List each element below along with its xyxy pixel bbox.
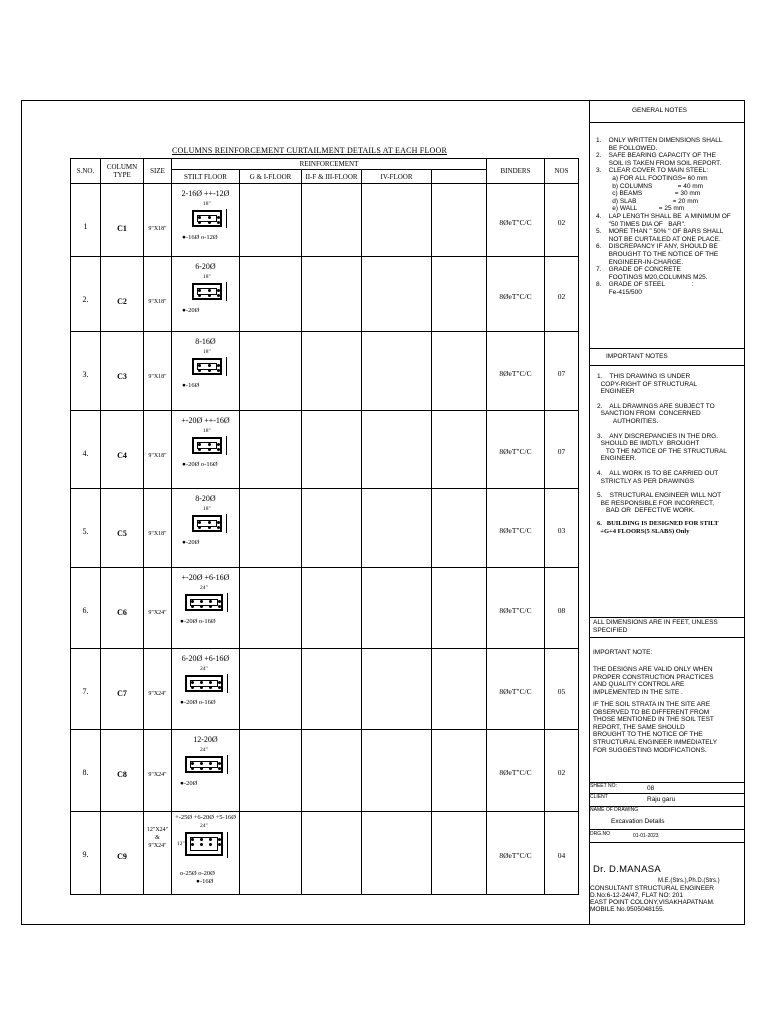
extra-cell [432, 812, 487, 895]
binder-spec: 8ØeT"C/C [499, 606, 532, 615]
g-i-floor-cell [240, 649, 302, 730]
g-i-floor-cell [240, 257, 302, 332]
date-value: 01-01-2023 [633, 833, 659, 839]
rebar-dot [218, 838, 221, 841]
column-section [192, 283, 222, 300]
rebar-dot [198, 289, 201, 292]
column-count: 02 [557, 218, 566, 227]
main-reinforcement: 12-20Ø [193, 735, 218, 744]
bar-legend: ●-16Ø [182, 382, 200, 389]
extra-cell [432, 257, 487, 332]
rebar-dot [217, 443, 220, 446]
rebar-dot [208, 369, 211, 372]
ii-iii-floor-cell [302, 411, 362, 489]
main-reinforcement: +-20Ø +6-16Ø [181, 573, 230, 582]
column-section [185, 594, 223, 611]
binder-spec: 8ØeT"C/C [499, 292, 532, 301]
rebar-dot [209, 838, 212, 841]
dimensions-note: ALL DIMENSIONS ARE IN FEET, UNLESS SPECIFIED [593, 619, 718, 634]
rebar-dot [209, 686, 212, 689]
header-stilt-floor: STILT FLOOR [172, 170, 240, 184]
extra-cell [432, 649, 487, 730]
rebar-dot [208, 443, 211, 446]
header-reinforcement: REINFORCEMENT [172, 159, 487, 170]
stilt-floor-cell [172, 184, 240, 257]
section-width: 18" [203, 506, 211, 512]
extra-cell [432, 411, 487, 489]
rebar-dot [198, 443, 201, 446]
stilt-floor-cell [172, 730, 240, 812]
column-section [192, 437, 222, 454]
drawing-label: NAME OF DRAWING [590, 807, 639, 813]
rebar-dot [218, 681, 221, 684]
iv-floor-cell [362, 257, 432, 332]
date-label: DRG.NO [590, 831, 610, 837]
section-width: 18" [203, 428, 211, 434]
column-section [192, 210, 222, 227]
rebar-dot [208, 364, 211, 367]
rebar-dot [191, 686, 194, 689]
section-width: 18" [203, 349, 211, 355]
row-sno: 1 [83, 222, 88, 231]
iv-floor-cell [362, 184, 432, 257]
rebar-dot [209, 605, 212, 608]
column-type: C2 [117, 297, 127, 306]
column-count: 02 [557, 768, 566, 777]
rebar-dot [218, 843, 221, 846]
rebar-dot [198, 364, 201, 367]
binder-spec: 8ØeT"C/C [499, 447, 532, 456]
column-type: C8 [117, 770, 127, 779]
rebar-dot [191, 600, 194, 603]
rebar-dot [191, 843, 194, 846]
header-iv-floor: IV-FLOOR [362, 170, 432, 184]
important-notes-title: IMPORTANT NOTES [606, 353, 668, 360]
column-type: C4 [117, 451, 127, 460]
rebar-dot [208, 294, 211, 297]
binder-spec: 8ØeT"C/C [499, 526, 532, 535]
rebar-dot [198, 216, 201, 219]
note-item: 5. MORE THAN " 50% " OF BARS SHALL NOT BE CURTAILED AT ONE PLACE. [596, 228, 724, 243]
column-type: C3 [117, 372, 127, 381]
note-item: 6. DISCREPANCY IF ANY, SHOULD BE BROUGHT TO THE NOTICE OF THE ENGINEER-IN-CHARGE. [596, 243, 719, 266]
bar-legend: ●-20Ø [182, 539, 200, 546]
rebar-dot [218, 600, 221, 603]
rebar-dot [217, 369, 220, 372]
general-notes-list [596, 137, 731, 296]
note-item: 5. STRUCTURAL ENGINEER WILL NOT BE RESPONSIBLE FOR INCORRECT, BAD OR DEFECTIVE WORK. [597, 492, 722, 515]
iv-floor-cell [362, 730, 432, 812]
rebar-dot [209, 767, 212, 770]
sheet-label: SHEET NO: [590, 783, 617, 789]
rebar-dot [208, 216, 211, 219]
rebar-dot [208, 289, 211, 292]
note-item: 7. GRADE OF CONCRETE FOOTINGS M20,COLUMNS M25. [596, 266, 708, 281]
rebar-dot [200, 605, 203, 608]
ii-iii-floor-cell [302, 568, 362, 649]
extra-cell [432, 332, 487, 411]
rebar-dot [200, 600, 203, 603]
rebar-dot [198, 369, 201, 372]
rebar-dot [191, 838, 194, 841]
sheet-value: 08 [647, 785, 655, 792]
row-sno: 6. [82, 606, 89, 615]
rebar-dot [217, 221, 220, 224]
rebar-dot [209, 762, 212, 765]
header-g-i-floor: G & I-FLOOR [240, 170, 302, 184]
rebar-dot [198, 221, 201, 224]
row-sno: 9. [82, 850, 89, 859]
iv-floor-cell [362, 568, 432, 649]
important-note-6: 6. BUILDING IS DESIGNED FOR STILT +G+4 FLOORS(5 SLABS) Only [597, 520, 719, 535]
table-row [71, 411, 579, 489]
ii-iii-floor-cell [302, 730, 362, 812]
bar-legend-2: ●-16Ø [196, 878, 214, 885]
stilt-floor-cell [172, 257, 240, 332]
extra-cell [432, 568, 487, 649]
column-count: 04 [557, 851, 566, 860]
extra-cell [432, 730, 487, 812]
column-size: 9"X18" [148, 299, 167, 305]
row-sno: 4. [82, 449, 89, 458]
engineer-line3: EAST POINT COLONY,VISAKHAPATNAM. [590, 899, 715, 906]
header-binders: BINDERS [487, 159, 545, 184]
note-item: 4. LAP LENGTH SHALL BE A MINIMUM OF "50 TIMES DIA OF BAR". [596, 212, 731, 228]
important-notes-list [597, 373, 727, 522]
main-reinforcement: +-25Ø +6-20Ø +5-16Ø [175, 814, 236, 821]
size-line: 12"X24" [146, 827, 169, 833]
bar-legend: ●-20Ø [180, 780, 198, 787]
rebar-dot [217, 521, 220, 524]
drawing-value: Excavation Details [611, 818, 665, 825]
table-row [71, 568, 579, 649]
page-title: COLUMNS REINFORCEMENT CURTAILMENT DETAILS AT EACH FLOOR [172, 146, 448, 155]
rebar-dot [218, 686, 221, 689]
bar-legend: ●-20Ø o-16Ø [182, 461, 218, 468]
table-row [71, 257, 579, 332]
important-note-para2: IF THE SOIL STRATA IN THE SITE ARE OBSERVED TO BE DIFFERENT FROM THOSE MENTIONED IN THE SOIL TEST REPORT, THE SAME SHOULD BROUGHT TO THE NOTICE OF THE STRUCTURAL ENGINEER IMMEDIATELY FOR SUGGESTING MODIFICATIONS. [593, 701, 718, 754]
ii-iii-floor-cell [302, 332, 362, 411]
header-size: SIZE [144, 159, 172, 184]
main-reinforcement: 2-16Ø ++-12Ø [181, 189, 230, 198]
general-notes-title: GENERAL NOTES [632, 107, 688, 114]
table-row [71, 184, 579, 257]
extra-cell [432, 184, 487, 257]
section-width: 24" [200, 747, 208, 753]
section-width: 18" [203, 201, 211, 207]
ii-iii-floor-cell [302, 257, 362, 332]
stilt-floor-cell [172, 489, 240, 568]
bar-legend: o-25Ø o-20Ø [180, 870, 215, 877]
g-i-floor-cell [240, 568, 302, 649]
column-size: 9"X24" [148, 691, 167, 697]
client-value: Raju garu [647, 796, 676, 803]
table-row [71, 730, 579, 812]
bar-legend: ●-20Ø [182, 307, 200, 314]
iv-floor-cell [362, 411, 432, 489]
g-i-floor-cell [240, 730, 302, 812]
ii-iii-floor-cell [302, 649, 362, 730]
note-item: 2. ALL DRAWINGS ARE SUBJECT TO SANCTION FROM CONCERNED AUTHORITIES. [597, 402, 715, 425]
ii-iii-floor-cell [302, 184, 362, 257]
section-width: 24" [200, 666, 208, 672]
rebar-dot [191, 681, 194, 684]
column-section [185, 675, 223, 692]
size-line: & [155, 835, 160, 841]
stilt-floor-cell [172, 332, 240, 411]
iv-floor-cell [362, 489, 432, 568]
rebar-dot [191, 605, 194, 608]
rebar-dot [217, 526, 220, 529]
rebar-dot [217, 289, 220, 292]
column-type: C7 [117, 689, 127, 698]
rebar-dot [208, 448, 211, 451]
rebar-dot [218, 767, 221, 770]
main-reinforcement: +-20Ø ++-16Ø [181, 416, 230, 425]
column-schedule-table [70, 158, 579, 895]
g-i-floor-cell [240, 332, 302, 411]
header-sno: S.NO. [71, 159, 101, 184]
column-count: 02 [557, 292, 566, 301]
schedule-rows [71, 184, 579, 895]
rebar-dot [217, 448, 220, 451]
header-column-type: COLUMN TYPE [101, 159, 144, 184]
column-type: C6 [117, 608, 127, 617]
engineer-line2: D.No:6-12-24/47, FLAT NO: 201 [590, 892, 683, 899]
g-i-floor-cell [240, 184, 302, 257]
column-section [185, 756, 223, 773]
important-note-para1: THE DESIGNS ARE VALID ONLY WHEN PROPER CONSTRUCTION PRACTICES AND QUALITY CONTROL ARE IMPLEMENTED IN THE SITE . [593, 666, 714, 696]
rebar-dot [200, 762, 203, 765]
rebar-dot [200, 843, 203, 846]
stilt-floor-cell [172, 812, 240, 895]
rebar-dot [208, 221, 211, 224]
column-size: 9"X18" [148, 374, 167, 380]
client-label: CLIENT [590, 794, 608, 800]
column-type: C9 [117, 852, 127, 861]
engineer-qualifications: M.E.(Strs.),Ph.D.(Strs.) [658, 878, 720, 884]
column-size: 9"X24" [148, 772, 167, 778]
rebar-dot [218, 605, 221, 608]
column-size: 9"X18" [148, 531, 167, 537]
section-width: 24" [200, 823, 208, 829]
g-i-floor-cell [240, 812, 302, 895]
rebar-dot [209, 843, 212, 846]
rebar-dot [191, 767, 194, 770]
rebar-dot [217, 294, 220, 297]
column-section [185, 832, 223, 856]
note-item: 3. CLEAR COVER TO MAIN STEEL: a) FOR ALL FOOTINGS= 60 mm b) COLUMNS = 40 mm c) BEAMS = 30 mm d) SLAB = 20 mm e) WALL = 25 mm [596, 167, 709, 213]
column-type: C1 [117, 224, 127, 233]
rebar-dot [217, 364, 220, 367]
rebar-dot [200, 838, 203, 841]
section-width: 18" [203, 274, 211, 280]
rebar-dot [198, 521, 201, 524]
table-row [71, 489, 579, 568]
size-line: 9"X24" [148, 843, 167, 849]
rebar-dot [200, 686, 203, 689]
binder-spec: 8ØeT"C/C [499, 687, 532, 696]
row-sno: 2. [82, 295, 89, 304]
note-item: 1. THIS DRAWING IS UNDER COPY-RIGHT OF STRUCTURAL ENGINEER [597, 373, 698, 396]
rebar-dot [200, 767, 203, 770]
bar-legend: ●-20Ø o-16Ø [180, 618, 216, 625]
ii-iii-floor-cell [302, 489, 362, 568]
rebar-dot [208, 521, 211, 524]
ii-iii-floor-cell [302, 812, 362, 895]
binder-spec: 8ØeT"C/C [499, 218, 532, 227]
row-sno: 7. [82, 687, 89, 696]
column-count: 07 [557, 369, 566, 378]
column-section [192, 358, 222, 375]
rebar-dot [198, 448, 201, 451]
main-reinforcement: 8-20Ø [195, 494, 216, 503]
rebar-dot [208, 526, 211, 529]
binder-spec: 8ØeT"C/C [499, 369, 532, 378]
column-count: 05 [557, 687, 566, 696]
g-i-floor-cell [240, 489, 302, 568]
table-row [71, 812, 579, 895]
iv-floor-cell [362, 332, 432, 411]
row-sno: 5. [82, 527, 89, 536]
main-reinforcement: 6-20Ø [195, 262, 216, 271]
engineer-line4: MOBILE No.9505048155. [590, 906, 665, 913]
extra-cell [432, 489, 487, 568]
g-i-floor-cell [240, 411, 302, 489]
note-item: 8. GRADE OF STEEL : Fe-415/500 [596, 281, 694, 296]
column-size: 9"X18" [148, 226, 167, 232]
rebar-dot [200, 681, 203, 684]
column-section [192, 515, 222, 532]
rebar-dot [198, 526, 201, 529]
rebar-dot [191, 762, 194, 765]
rebar-dot [218, 762, 221, 765]
iv-floor-cell [362, 812, 432, 895]
binder-spec: 8ØeT"C/C [499, 768, 532, 777]
section-width: 24" [200, 585, 208, 591]
stilt-floor-cell [172, 649, 240, 730]
header-ii-iii-floor: II-F & III-FLOOR [302, 170, 362, 184]
rebar-dot [198, 294, 201, 297]
stilt-floor-cell [172, 411, 240, 489]
note-item: 1. ONLY WRITTEN DIMENSIONS SHALL BE FOLLOWED. [596, 137, 723, 152]
note-item: 4. ALL WORK IS TO BE CARRIED OUT STRICTLY AS PER DRAWINGS [597, 469, 719, 485]
table-row [71, 332, 579, 411]
main-reinforcement: 6-20Ø +6-16Ø [181, 654, 230, 663]
rebar-dot [209, 600, 212, 603]
rebar-dot [209, 681, 212, 684]
note-item: 3. ANY DISCREPANCIES IN THE DRG. SHOULD BE IMDTLY BROUGHT TO THE NOTICE OF THE STRUCTURAL ENGINEER. [597, 432, 727, 463]
bar-legend: ●-16Ø o-12Ø [182, 234, 218, 241]
row-sno: 8. [82, 768, 89, 777]
binder-spec: 8ØeT"C/C [499, 851, 532, 860]
stilt-floor-cell [172, 568, 240, 649]
section-height: 12" [177, 841, 185, 847]
header-nos: NOS [545, 159, 579, 184]
table-row [71, 649, 579, 730]
engineer-name: Dr. D.MANASA [593, 864, 661, 875]
column-type: C5 [117, 529, 127, 538]
engineer-line1: CONSULTANT STRUCTURAL ENGINEER [590, 885, 714, 892]
iv-floor-cell [362, 649, 432, 730]
column-size: 9"X24" [148, 610, 167, 616]
note-item: 2. SAFE BEARING CAPACITY OF THE SOIL IS TAKEN FROM SOIL REPORT. [596, 152, 722, 167]
main-reinforcement: 8-16Ø [195, 337, 216, 346]
column-size: 9"X18" [148, 453, 167, 459]
bar-legend: ●-20Ø o-16Ø [180, 699, 216, 706]
important-note-title: IMPORTANT NOTE: [593, 649, 653, 656]
column-count: 07 [557, 447, 566, 456]
column-count: 03 [557, 526, 566, 535]
rebar-dot [217, 216, 220, 219]
row-sno: 3. [82, 370, 89, 379]
column-count: 08 [557, 606, 566, 615]
